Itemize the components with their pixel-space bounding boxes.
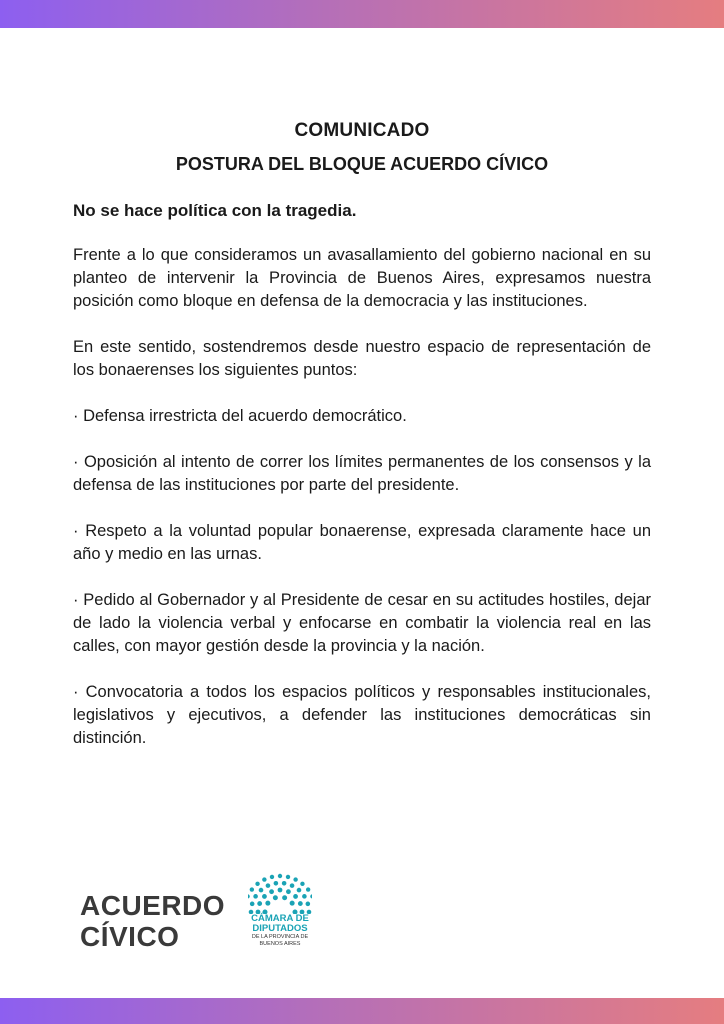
paragraph-intro: Frente a lo que consideramos un avasallamiento del gobierno nacional en su planteo de intervenir la Provincia de Buenos Aires, expresamos nuestra posición como bloque en defensa de la democracia y las instituciones.: [73, 246, 651, 310]
logo-line: ACUERDO: [80, 890, 226, 921]
logo-line: BUENOS AIRES: [259, 941, 301, 947]
bullet-point: · Respeto a la voluntad popular bonaerense, expresada claramente hace un año y medio en las urnas.: [73, 522, 651, 563]
logo-line: CÍVICO: [80, 921, 180, 952]
dotted-arc-icon: [238, 872, 322, 914]
document-title: COMUNICADO: [294, 120, 430, 141]
document-lead: No se hace política con la tragedia.: [73, 201, 357, 220]
logo-line: DE LA PROVINCIA DE: [251, 934, 309, 940]
logo-line: CÁMARA DE: [251, 913, 309, 924]
acuerdo-civico-logo: [80, 890, 225, 952]
bottom-gradient-bar: [0, 998, 724, 1024]
logo-line: DIPUTADOS: [252, 923, 308, 934]
document-body: [73, 120, 651, 773]
bullet-point: · Convocatoria a todos los espacios políticos y responsables institucionales, legislativos y ejecutivos, a defender las instituciones democráticas sin distinción.: [73, 683, 651, 747]
bullet-point: · Oposición al intento de correr los límites permanentes de los consensos y la defensa de las instituciones por parte del presidente.: [73, 453, 651, 494]
camara-diputados-logo: [238, 872, 322, 948]
top-gradient-bar: [0, 0, 724, 28]
bullet-point: · Defensa irrestricta del acuerdo democrático.: [73, 407, 407, 425]
paragraph-context: En este sentido, sostendremos desde nuestro espacio de representación de los bonaerenses los siguientes puntos:: [73, 338, 651, 379]
bullet-point: · Pedido al Gobernador y al Presidente de cesar en su actitudes hostiles, dejar de lado la violencia verbal y enfocarse en combatir la violencia real en las calles, con mayor gestión desde la provincia y la nación.: [73, 591, 651, 655]
document-subtitle: POSTURA DEL BLOQUE ACUERDO CÍVICO: [175, 154, 549, 174]
